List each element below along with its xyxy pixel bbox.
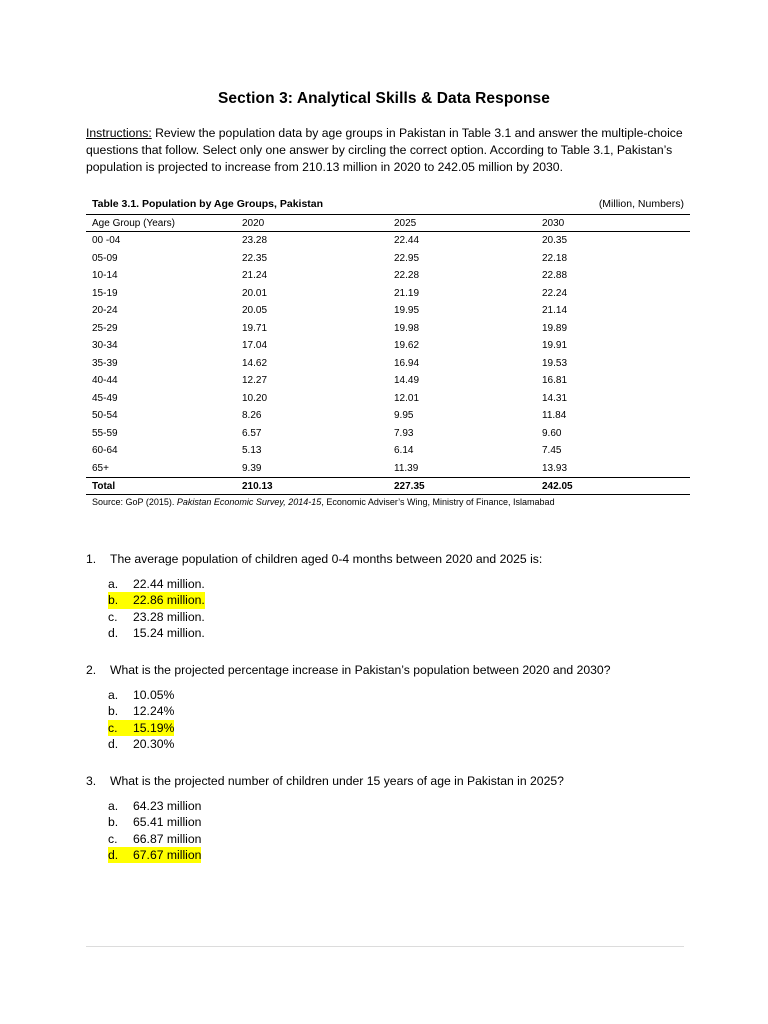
instructions-text: Review the population data by age groups in Pakistan in Table 3.1 and answer the multiple-choice questions that follow. Select only one answer by circling the correct option. According to Table 3.1, Pakistan’s population is projected to increase from 210.13 million in 2020 to 242.05 million by 2030.	[86, 126, 683, 174]
total-label: Total	[86, 478, 242, 495]
row-value-2020: 22.35	[242, 252, 268, 264]
option-letter: c.	[108, 720, 118, 735]
footer-divider	[86, 946, 684, 947]
row-value-2030: 11.84	[542, 410, 567, 422]
question-number: 1.	[86, 552, 97, 566]
answer-content	[108, 814, 201, 830]
source-publication: Pakistan Economic Survey, 2014-15	[176, 497, 322, 507]
table-units: (Million, Numbers)	[598, 198, 684, 210]
option-text: 23.28 million.	[133, 609, 205, 624]
answer-option[interactable]	[108, 814, 201, 830]
table-row	[86, 425, 690, 443]
row-value-2020: 20.01	[242, 287, 268, 299]
answer-options	[108, 576, 205, 641]
question-text: The average population of children aged 0-4 months between 2020 and 2025 is:	[110, 552, 543, 566]
row-age-group: 10-14	[92, 270, 118, 282]
answer-content	[108, 798, 201, 814]
answer-content	[108, 625, 205, 641]
table-row	[86, 285, 690, 303]
answer-option[interactable]	[108, 687, 174, 703]
header-2025: 2025	[394, 215, 542, 232]
table-row	[86, 442, 690, 460]
answer-content	[108, 831, 201, 847]
option-letter: b.	[108, 593, 119, 608]
row-value-2025: 12.01	[394, 392, 420, 404]
row-value-2020: 10.20	[242, 392, 268, 404]
option-letter: b.	[108, 704, 119, 719]
table-total-row	[86, 478, 690, 495]
answer-option[interactable]	[108, 831, 201, 847]
option-text: 67.67 million	[133, 847, 202, 862]
answer-option[interactable]	[108, 703, 174, 719]
table-row	[86, 232, 690, 250]
row-age-group: 25-29	[92, 322, 118, 334]
option-text: 66.87 million	[133, 831, 202, 846]
row-age-group: 45-49	[92, 392, 118, 404]
question-text: What is the projected percentage increase in Pakistan’s population between 2020 and 2030?	[110, 663, 611, 677]
row-value-2030: 19.53	[542, 357, 568, 369]
source-prefix: Source: GoP (2015).	[92, 497, 177, 507]
row-age-group: 05-09	[92, 252, 118, 264]
row-value-2030: 19.91	[542, 340, 568, 352]
table-caption	[86, 197, 690, 214]
row-value-2030: 7.45	[542, 445, 562, 457]
total-2020: 210.13	[242, 478, 394, 495]
page-title: Section 3: Analytical Skills & Data Response	[217, 90, 551, 107]
answer-content	[108, 576, 205, 592]
answer-option[interactable]	[108, 798, 201, 814]
row-value-2025: 19.62	[394, 340, 420, 352]
option-letter: a.	[108, 799, 119, 813]
row-value-2025: 19.98	[394, 322, 420, 334]
answer-option[interactable]	[108, 576, 205, 592]
table-source	[86, 497, 690, 507]
option-text: 15.24 million.	[133, 625, 205, 640]
option-text: 20.30%	[133, 736, 175, 751]
option-text: 22.44 million.	[133, 577, 205, 591]
row-value-2030: 22.88	[542, 270, 568, 282]
table-row	[86, 372, 690, 390]
row-value-2025: 22.44	[394, 235, 420, 247]
row-age-group: 15-19	[92, 287, 118, 299]
option-text: 64.23 million	[133, 799, 202, 813]
table-row	[86, 337, 690, 355]
source-suffix: , Economic Adviser’s Wing, Ministry of Finance, Islamabad	[321, 497, 555, 507]
row-age-group: 65+	[92, 462, 109, 474]
answer-content	[108, 703, 174, 719]
option-letter: d.	[108, 625, 119, 640]
row-value-2020: 9.39	[242, 462, 262, 474]
row-age-group: 55-59	[92, 427, 118, 439]
answer-option[interactable]	[108, 592, 205, 608]
instructions-label: Instructions:	[86, 126, 152, 140]
option-letter: b.	[108, 815, 119, 830]
row-value-2030: 20.35	[542, 235, 568, 247]
row-value-2030: 9.60	[542, 427, 562, 439]
row-value-2020: 8.26	[242, 410, 262, 422]
row-age-group: 50-54	[92, 410, 118, 422]
row-value-2020: 19.71	[242, 322, 268, 334]
answer-option[interactable]	[108, 847, 201, 863]
option-text: 65.41 million	[133, 815, 202, 830]
option-letter: d.	[108, 847, 119, 862]
answer-options	[108, 798, 201, 863]
row-value-2020: 20.05	[242, 305, 268, 317]
answer-content	[108, 687, 174, 703]
total-2030: 242.05	[542, 478, 690, 495]
question-number: 2.	[86, 663, 97, 677]
row-value-2020: 23.28	[242, 235, 268, 247]
table-header-row	[86, 215, 690, 232]
option-letter: c.	[108, 831, 118, 846]
row-value-2020: 5.13	[242, 445, 262, 457]
table-title: Table 3.1. Population by Age Groups, Pakistan	[92, 198, 324, 210]
option-letter: a.	[108, 577, 119, 591]
row-value-2030: 22.18	[542, 252, 568, 264]
row-value-2025: 6.14	[394, 445, 414, 457]
row-value-2025: 7.93	[394, 427, 414, 439]
answer-option[interactable]	[108, 609, 205, 625]
table-row	[86, 320, 690, 338]
row-age-group: 30-34	[92, 340, 118, 352]
row-value-2025: 22.28	[394, 270, 420, 282]
question-number: 3.	[86, 774, 97, 788]
highlighted-answer	[108, 592, 205, 608]
row-value-2030: 13.93	[542, 462, 568, 474]
table-body	[86, 232, 690, 478]
row-value-2030: 21.14	[542, 305, 568, 317]
row-value-2030: 14.31	[542, 392, 568, 404]
option-text: 10.05%	[133, 688, 175, 702]
row-value-2025: 21.19	[394, 287, 420, 299]
row-value-2025: 11.39	[394, 462, 419, 474]
row-age-group: 00 -04	[92, 235, 121, 247]
header-2030: 2030	[542, 215, 690, 232]
row-value-2020: 21.24	[242, 270, 268, 282]
option-text: 12.24%	[133, 704, 175, 719]
row-age-group: 60-64	[92, 445, 118, 457]
row-value-2020: 14.62	[242, 357, 268, 369]
highlighted-answer	[108, 720, 174, 736]
row-value-2025: 19.95	[394, 305, 420, 317]
row-value-2030: 16.81	[542, 375, 568, 387]
option-text: 22.86 million.	[133, 593, 205, 608]
option-letter: d.	[108, 736, 119, 751]
row-value-2030: 22.24	[542, 287, 568, 299]
instructions-paragraph	[86, 125, 696, 176]
table-row	[86, 407, 690, 425]
population-table	[86, 214, 690, 495]
table-row	[86, 302, 690, 320]
table-row	[86, 267, 690, 285]
table-row	[86, 250, 690, 268]
row-value-2025: 22.95	[394, 252, 420, 264]
table-row	[86, 355, 690, 373]
row-value-2020: 17.04	[242, 340, 268, 352]
answer-content	[108, 736, 174, 752]
population-table-block	[86, 197, 690, 507]
row-age-group: 20-24	[92, 305, 118, 317]
option-letter: a.	[108, 688, 119, 702]
question-text: What is the projected number of children under 15 years of age in Pakistan in 2025?	[110, 774, 564, 788]
header-2020: 2020	[242, 215, 394, 232]
answer-option[interactable]	[108, 736, 174, 752]
row-value-2025: 14.49	[394, 375, 420, 387]
row-value-2020: 6.57	[242, 427, 262, 439]
row-value-2025: 9.95	[394, 410, 414, 422]
answer-option[interactable]	[108, 625, 205, 641]
answer-content	[108, 609, 205, 625]
highlighted-answer	[108, 847, 201, 863]
row-age-group: 40-44	[92, 375, 118, 387]
row-value-2030: 19.89	[542, 322, 568, 334]
answer-option[interactable]	[108, 720, 174, 736]
total-2025: 227.35	[394, 478, 542, 495]
table-row	[86, 390, 690, 408]
answer-options	[108, 687, 174, 752]
option-letter: c.	[108, 609, 118, 624]
option-text: 15.19%	[133, 720, 175, 735]
row-age-group: 35-39	[92, 357, 118, 369]
row-value-2020: 12.27	[242, 375, 268, 387]
row-value-2025: 16.94	[394, 357, 420, 369]
header-age-group: Age Group (Years)	[86, 215, 242, 232]
table-row	[86, 460, 690, 478]
